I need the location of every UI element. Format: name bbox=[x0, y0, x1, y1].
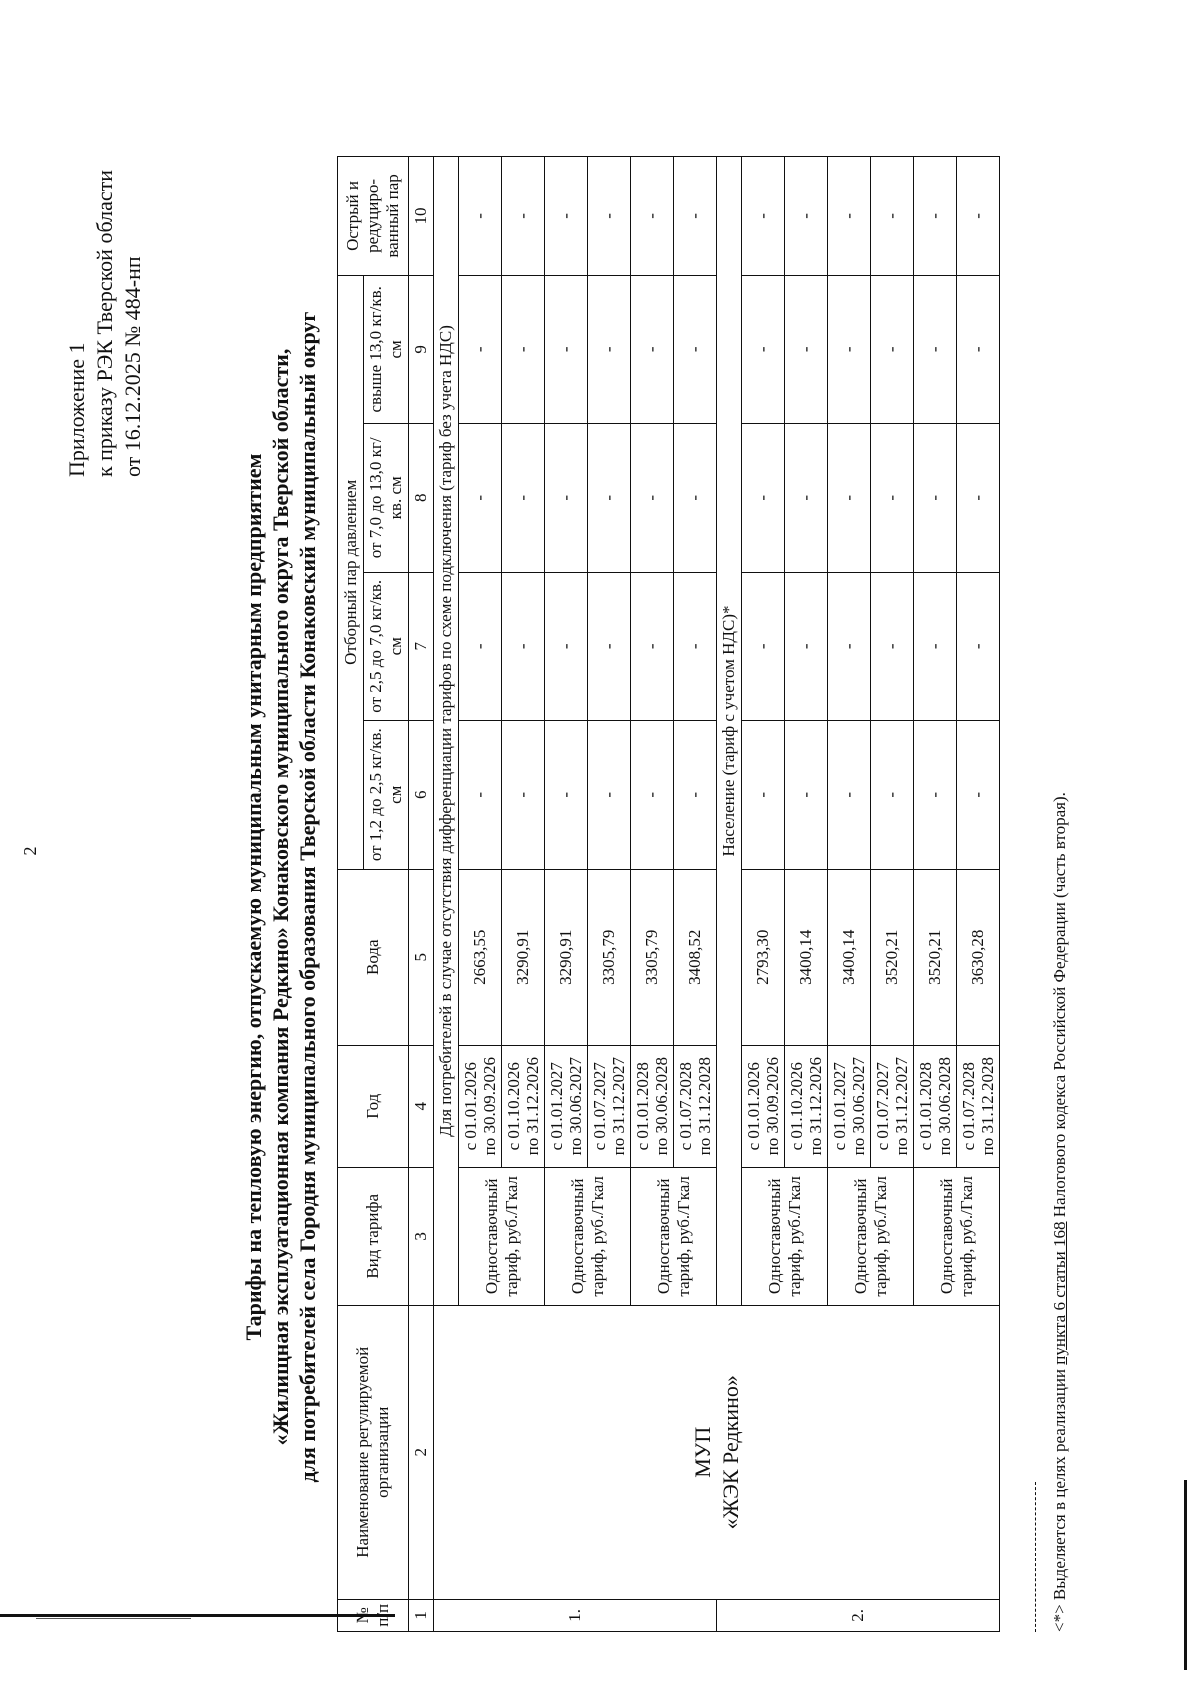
col-number: 2 bbox=[409, 1305, 434, 1599]
period-from: с 01.01.2027 bbox=[830, 1062, 849, 1151]
period-cell bbox=[914, 1045, 957, 1167]
period-to: по 30.06.2027 bbox=[566, 1057, 585, 1156]
section-row bbox=[434, 157, 459, 1632]
footnote-suffix: Налогового кодекса Российской Федерации (часть вторая). bbox=[1050, 792, 1069, 1222]
header-steam-group: Отборный пар давлением bbox=[338, 275, 364, 869]
empty-tariff-dash: - bbox=[459, 157, 502, 276]
period-to: по 30.06.2028 bbox=[652, 1057, 671, 1156]
period-to: по 30.09.2026 bbox=[480, 1057, 499, 1156]
empty-tariff-dash: - bbox=[588, 423, 631, 572]
period-cell bbox=[871, 1045, 914, 1167]
empty-tariff-dash: - bbox=[588, 157, 631, 276]
empty-tariff-dash: - bbox=[459, 572, 502, 720]
water-tariff: 3290,91 bbox=[502, 869, 545, 1045]
period-from: с 01.01.2028 bbox=[633, 1062, 652, 1151]
appendix-reference bbox=[63, 170, 147, 477]
empty-tariff-dash: - bbox=[828, 157, 871, 276]
org-name-line-1: МУП bbox=[689, 1426, 715, 1478]
header-tariff-type: Вид тарифа bbox=[338, 1167, 409, 1305]
period-cell bbox=[785, 1045, 828, 1167]
empty-tariff-dash: - bbox=[828, 720, 871, 869]
period-cell bbox=[742, 1045, 785, 1167]
empty-tariff-dash: - bbox=[957, 423, 1000, 572]
empty-tariff-dash: - bbox=[674, 275, 717, 423]
tariff-type: Одноставочный тариф, руб./Гкал bbox=[914, 1167, 1000, 1305]
empty-tariff-dash: - bbox=[588, 720, 631, 869]
header-num: № п/п bbox=[338, 1599, 409, 1631]
page-number: 2 bbox=[20, 846, 40, 856]
empty-tariff-dash: - bbox=[742, 572, 785, 720]
period-to: по 30.06.2028 bbox=[935, 1057, 954, 1156]
empty-tariff-dash: - bbox=[545, 275, 588, 423]
empty-tariff-dash: - bbox=[785, 157, 828, 276]
period-from: с 01.07.2028 bbox=[676, 1062, 695, 1151]
footnote bbox=[1050, 792, 1070, 1632]
tariff-type: Одноставочный тариф, руб./Гкал bbox=[631, 1167, 717, 1305]
empty-tariff-dash: - bbox=[631, 157, 674, 276]
water-tariff: 3400,14 bbox=[785, 869, 828, 1045]
col-number: 5 bbox=[409, 869, 434, 1045]
tariff-type: Одноставочный тариф, руб./Гкал bbox=[545, 1167, 631, 1305]
period-from: с 01.10.2026 bbox=[504, 1062, 523, 1151]
empty-tariff-dash: - bbox=[742, 423, 785, 572]
empty-tariff-dash: - bbox=[871, 275, 914, 423]
period-from: с 01.07.2027 bbox=[873, 1062, 892, 1151]
empty-tariff-dash: - bbox=[631, 572, 674, 720]
period-to: по 30.09.2026 bbox=[763, 1057, 782, 1156]
empty-tariff-dash: - bbox=[742, 275, 785, 423]
empty-tariff-dash: - bbox=[545, 157, 588, 276]
empty-tariff-dash: - bbox=[828, 423, 871, 572]
empty-tariff-dash: - bbox=[871, 720, 914, 869]
water-tariff: 3400,14 bbox=[828, 869, 871, 1045]
section-number: 2. bbox=[717, 1599, 1000, 1631]
document-title bbox=[240, 132, 321, 1662]
empty-tariff-dash: - bbox=[914, 720, 957, 869]
water-tariff: 3630,28 bbox=[957, 869, 1000, 1045]
empty-tariff-dash: - bbox=[674, 157, 717, 276]
period-cell bbox=[828, 1045, 871, 1167]
empty-tariff-dash: - bbox=[957, 720, 1000, 869]
period-cell bbox=[545, 1045, 588, 1167]
title-line-1: Тарифы на тепловую энергию, отпускаемую муниципальным унитарным предприятием bbox=[241, 453, 266, 1341]
appendix-line-2: к приказу РЭК Тверской области bbox=[92, 170, 117, 478]
period-from: с 01.01.2027 bbox=[547, 1062, 566, 1151]
period-cell bbox=[502, 1045, 545, 1167]
header-steam-2: от 2,5 до 7,0 кг/кв. см bbox=[364, 572, 409, 720]
section-title: Для потребителей в случае отсутствия дифференциации тарифов по схеме подключения (тариф без учета НДС) bbox=[434, 157, 459, 1306]
tariff-type: Одноставочный тариф, руб./Гкал bbox=[742, 1167, 828, 1305]
empty-tariff-dash: - bbox=[871, 572, 914, 720]
empty-tariff-dash: - bbox=[502, 157, 545, 276]
period-from: с 01.07.2028 bbox=[959, 1062, 978, 1151]
empty-tariff-dash: - bbox=[742, 720, 785, 869]
empty-tariff-dash: - bbox=[545, 423, 588, 572]
header-steam-1: от 1,2 до 2,5 кг/кв. см bbox=[364, 720, 409, 869]
empty-tariff-dash: - bbox=[742, 157, 785, 276]
scan-edge-vertical-line bbox=[1184, 1480, 1187, 1670]
tariff-table-body bbox=[434, 157, 1000, 1632]
empty-tariff-dash: - bbox=[914, 157, 957, 276]
period-from: с 01.01.2028 bbox=[916, 1062, 935, 1151]
empty-tariff-dash: - bbox=[545, 572, 588, 720]
period-cell bbox=[631, 1045, 674, 1167]
tariff-table bbox=[337, 156, 1000, 1632]
appendix-line-1: Приложение 1 bbox=[64, 342, 89, 478]
empty-tariff-dash: - bbox=[674, 720, 717, 869]
title-line-2: «Жилищная эксплуатационная компания Редкино» Конаковского муниципального округа Тверской области, bbox=[268, 348, 293, 1446]
empty-tariff-dash: - bbox=[785, 572, 828, 720]
empty-tariff-dash: - bbox=[588, 572, 631, 720]
footnote-prefix: <*> Выделяется в целях реализации bbox=[1050, 1364, 1069, 1632]
header-year: Год bbox=[338, 1045, 409, 1167]
column-number-row bbox=[409, 157, 434, 1632]
period-to: по 31.12.2028 bbox=[695, 1057, 714, 1156]
period-to: по 30.06.2027 bbox=[849, 1057, 868, 1156]
empty-tariff-dash: - bbox=[459, 275, 502, 423]
col-number: 8 bbox=[409, 423, 434, 572]
empty-tariff-dash: - bbox=[914, 423, 957, 572]
empty-tariff-dash: - bbox=[828, 275, 871, 423]
empty-tariff-dash: - bbox=[914, 275, 957, 423]
col-number: 4 bbox=[409, 1045, 434, 1167]
header-steam-4: свыше 13,0 кг/кв. см bbox=[364, 275, 409, 423]
organization-name bbox=[434, 1305, 1000, 1599]
period-cell bbox=[459, 1045, 502, 1167]
col-number: 9 bbox=[409, 275, 434, 423]
water-tariff: 3305,79 bbox=[631, 869, 674, 1045]
footnote-link[interactable]: пункта 6 статьи 168 bbox=[1050, 1221, 1069, 1365]
empty-tariff-dash: - bbox=[957, 572, 1000, 720]
empty-tariff-dash: - bbox=[871, 157, 914, 276]
tariff-type: Одноставочный тариф, руб./Гкал bbox=[828, 1167, 914, 1305]
period-from: с 01.10.2026 bbox=[787, 1062, 806, 1151]
col-number: 6 bbox=[409, 720, 434, 869]
empty-tariff-dash: - bbox=[502, 423, 545, 572]
water-tariff: 3520,21 bbox=[914, 869, 957, 1045]
col-number: 1 bbox=[409, 1599, 434, 1631]
empty-tariff-dash: - bbox=[674, 572, 717, 720]
water-tariff: 3290,91 bbox=[545, 869, 588, 1045]
period-to: по 31.12.2026 bbox=[806, 1057, 825, 1156]
header-sharp-steam: Острый и редуциро-ванный пар bbox=[338, 157, 409, 276]
period-cell bbox=[957, 1045, 1000, 1167]
empty-tariff-dash: - bbox=[588, 275, 631, 423]
water-tariff: 2793,30 bbox=[742, 869, 785, 1045]
empty-tariff-dash: - bbox=[631, 720, 674, 869]
period-to: по 31.12.2027 bbox=[609, 1057, 628, 1156]
header-steam-3: от 7,0 до 13,0 кг/кв. см bbox=[364, 423, 409, 572]
period-from: с 01.07.2027 bbox=[590, 1062, 609, 1151]
col-number: 10 bbox=[409, 157, 434, 276]
empty-tariff-dash: - bbox=[459, 423, 502, 572]
period-to: по 31.12.2028 bbox=[978, 1057, 997, 1156]
empty-tariff-dash: - bbox=[785, 720, 828, 869]
period-from: с 01.01.2026 bbox=[744, 1062, 763, 1151]
water-tariff: 3520,21 bbox=[871, 869, 914, 1045]
water-tariff: 3408,52 bbox=[674, 869, 717, 1045]
period-to: по 31.12.2026 bbox=[523, 1057, 542, 1156]
rotated-document-page bbox=[35, 132, 1135, 1662]
empty-tariff-dash: - bbox=[957, 275, 1000, 423]
period-to: по 31.12.2027 bbox=[892, 1057, 911, 1156]
empty-tariff-dash: - bbox=[785, 423, 828, 572]
period-from: с 01.01.2026 bbox=[461, 1062, 480, 1151]
section-title: Население (тариф с учетом НДС)* bbox=[717, 157, 742, 1306]
empty-tariff-dash: - bbox=[502, 720, 545, 869]
water-tariff: 2663,55 bbox=[459, 869, 502, 1045]
empty-tariff-dash: - bbox=[957, 157, 1000, 276]
empty-tariff-dash: - bbox=[828, 572, 871, 720]
empty-tariff-dash: - bbox=[674, 423, 717, 572]
header-org: Наименование регулируемой организации bbox=[338, 1305, 409, 1599]
col-number: 7 bbox=[409, 572, 434, 720]
period-cell bbox=[674, 1045, 717, 1167]
empty-tariff-dash: - bbox=[502, 572, 545, 720]
tariff-type: Одноставочный тариф, руб./Гкал bbox=[459, 1167, 545, 1305]
header-water: Вода bbox=[338, 869, 409, 1045]
empty-tariff-dash: - bbox=[631, 423, 674, 572]
appendix-line-3: от 16.12.2025 № 484-нп bbox=[120, 256, 145, 478]
period-cell bbox=[588, 1045, 631, 1167]
col-number: 3 bbox=[409, 1167, 434, 1305]
title-line-3: для потребителей села Городня муниципального образования Тверской области Конаковский муниципальный округ bbox=[295, 311, 320, 1483]
empty-tariff-dash: - bbox=[914, 572, 957, 720]
empty-tariff-dash: - bbox=[631, 275, 674, 423]
empty-tariff-dash: - bbox=[871, 423, 914, 572]
empty-tariff-dash: - bbox=[502, 275, 545, 423]
empty-tariff-dash: - bbox=[785, 275, 828, 423]
water-tariff: 3305,79 bbox=[588, 869, 631, 1045]
empty-tariff-dash: - bbox=[545, 720, 588, 869]
footnote-separator bbox=[1035, 1482, 1036, 1632]
section-number: 1. bbox=[434, 1599, 717, 1631]
empty-tariff-dash: - bbox=[459, 720, 502, 869]
org-name-line-2: «ЖЭК Редкино» bbox=[717, 1375, 743, 1530]
